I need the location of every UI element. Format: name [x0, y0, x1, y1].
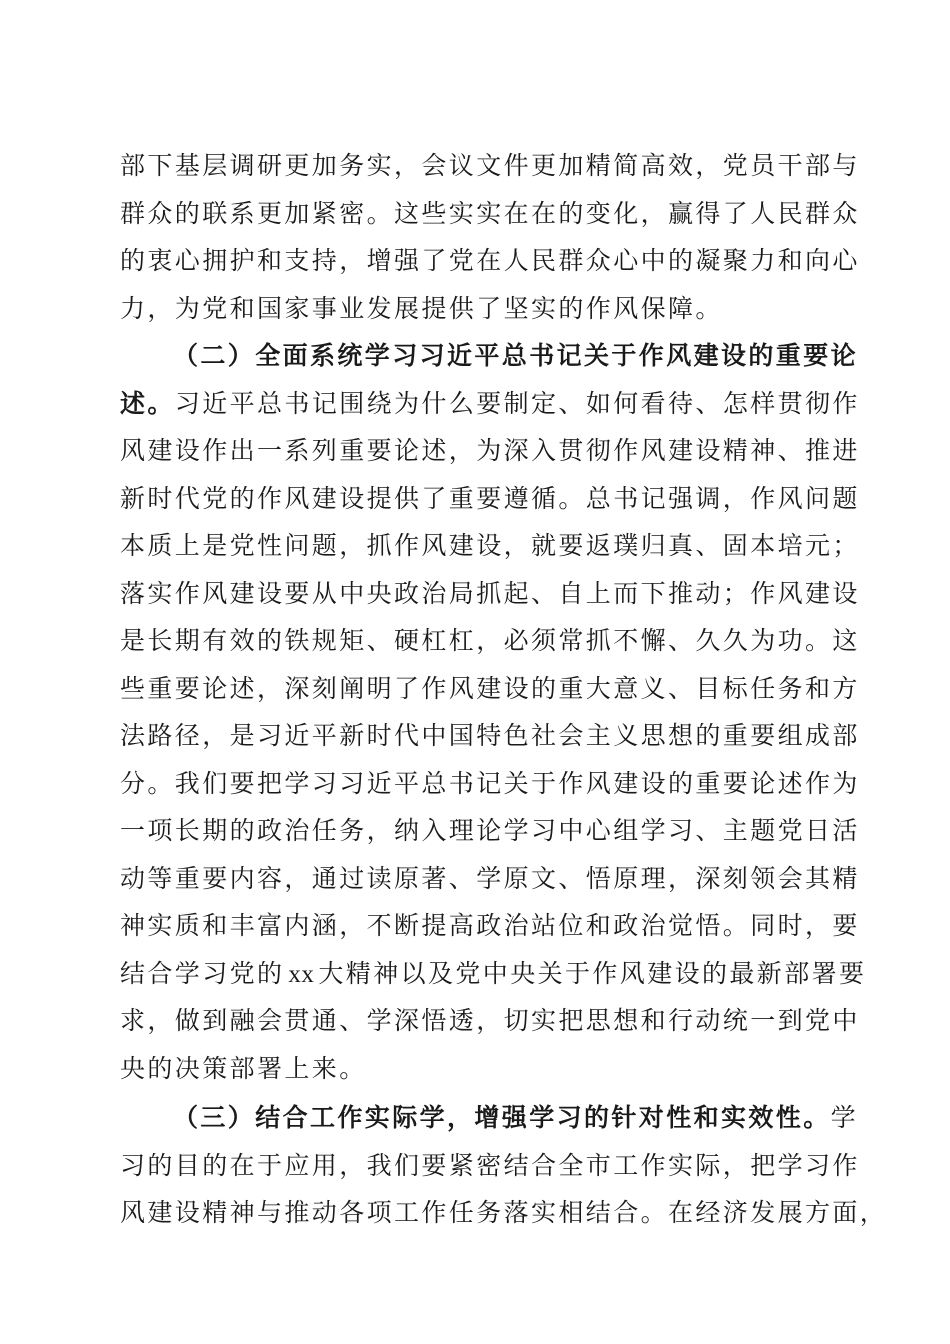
paragraph-2-line-8: 些重要论述，深刻阐明了作风建设的重大意义、目标任务和方 — [120, 673, 860, 703]
paragraph-2-line-14-end: 大精神以及党中央关于作风建设的最新部署要 — [318, 958, 867, 988]
paragraph-3-heading: （三）结合工作实际学，增强学习的针对性和实效性。 — [173, 1103, 831, 1132]
paragraph-3-line-1-text: 学 — [830, 1103, 859, 1132]
paragraph-2-line-15: 求，做到融会贯通、学深悟透，切实把思想和行动统一到党中 — [120, 1006, 860, 1035]
paragraph-2-line-10: 分。我们要把学习习近平总书记关于作风建设的重要论述作为 — [120, 768, 860, 798]
paragraph-2-line-2 — [120, 380, 860, 428]
paragraph-2-line-12: 动等重要内容，通过读原著、学原文、悟原理，深刻领会其精 — [120, 863, 860, 893]
paragraph-2-line-16: 央的决策部署上来。 — [120, 1053, 367, 1083]
paragraph-3-heading-line — [120, 1094, 859, 1142]
paragraph-2-heading-line-1: （二）全面系统学习习近平总书记关于作风建设的重要论 — [173, 341, 859, 370]
paragraph-2-line-11: 一项长期的政治任务，纳入理论学习中心组学习、主题党日活 — [120, 816, 860, 845]
paragraph-1-line-4: 力，为党和国家事业发展提供了坚实的作风保障。 — [120, 293, 723, 323]
congress-number-placeholder: xx — [288, 960, 315, 988]
paragraph-1-line-1: 部下基层调研更加务实，会议文件更加精简高效，党员干部与 — [120, 151, 860, 180]
paragraph-2-line-4: 新时代党的作风建设提供了重要遵循。总书记强调，作风问题 — [120, 483, 860, 513]
paragraph-3-line-3: 风建设精神与推动各项工作任务落实相结合。在经济发展方面， — [120, 1198, 888, 1227]
paragraph-2-line-7: 是长期有效的铁规矩、硬杠杠，必须常抓不懈、久久为功。这 — [120, 626, 860, 655]
paragraph-1-line-2: 群众的联系更加紧密。这些实实在在的变化，赢得了人民群众 — [120, 198, 860, 228]
paragraph-2-heading-end: 述。 — [120, 388, 175, 418]
paragraph-2-line-14 — [120, 950, 867, 998]
paragraph-2-line-5: 本质上是党性问题，抓作风建设，就要返璞归真、固本培元； — [120, 531, 860, 560]
paragraph-2-line-13: 神实质和丰富内涵，不断提高政治站位和政治觉悟。同时，要 — [120, 911, 860, 940]
paragraph-2-line-6: 落实作风建设要从中央政治局抓起、自上而下推动；作风建设 — [120, 578, 860, 608]
paragraph-2-line-14-start: 结合学习党的 — [120, 958, 285, 988]
paragraph-3-line-2: 习的目的在于应用，我们要紧密结合全市工作实际，把学习作 — [120, 1150, 860, 1180]
paragraph-1-line-3: 的衷心拥护和支持，增强了党在人民群众心中的凝聚力和向心 — [120, 246, 860, 275]
paragraph-2-line-9: 法路径，是习近平新时代中国特色社会主义思想的重要组成部 — [120, 721, 860, 750]
document-body — [120, 142, 888, 1237]
paragraph-2-line-2-text: 习近平总书记围绕为什么要制定、如何看待、怎样贯彻作 — [174, 388, 860, 418]
paragraph-2-line-3: 风建设作出一系列重要论述，为深入贯彻作风建设精神、推进 — [120, 436, 860, 465]
